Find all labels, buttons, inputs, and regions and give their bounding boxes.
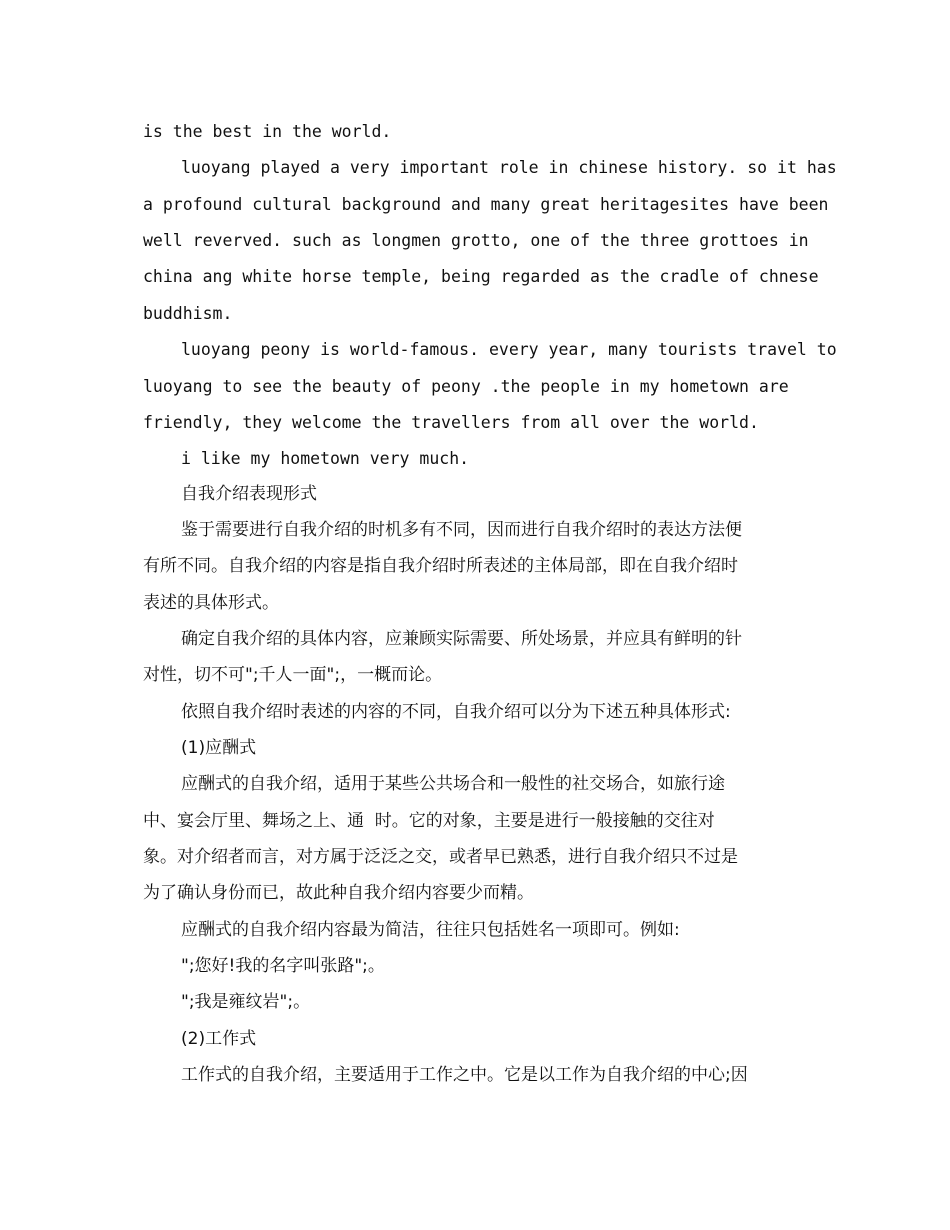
text-line: is the best in the world.	[143, 122, 392, 141]
subsection-heading: (1)应酬式	[181, 738, 257, 758]
text-line: ";您好!我的名字叫张路";。	[181, 956, 385, 976]
text-line: ";我是雍纹岩";。	[181, 992, 311, 1012]
text-line: 中、宴会厅里、舞场之上、通 时。它的对象，主要是进行一般接触的交往对	[143, 811, 715, 831]
text-line: a profound cultural background and many great heritagesites have been	[143, 195, 829, 214]
text-line: luoyang to see the beauty of peony .the people in my hometown are	[143, 377, 789, 396]
text-line: 对性，切不可";千人一面";，一概而论。	[143, 665, 443, 685]
text-line: 有所不同。自我介绍的内容是指自我介绍时所表述的主体局部，即在自我介绍时	[143, 556, 738, 576]
text-line: friendly, they welcome the travellers from all over the world.	[143, 413, 759, 432]
text-line: 为了确认身份而已，故此种自我介绍内容要少而精。	[143, 883, 534, 903]
text-line: 表述的具体形式。	[143, 593, 279, 613]
text-line: luoyang peony is world-famous. every year, many tourists travel to	[181, 340, 837, 359]
text-line: luoyang played a very important role in chinese history. so it has	[181, 158, 837, 177]
text-line: 应酬式的自我介绍内容最为简洁，往往只包括姓名一项即可。例如:	[181, 920, 680, 940]
text-line: 应酬式的自我介绍，适用于某些公共场合和一般性的社交场合，如旅行途	[181, 774, 725, 794]
text-line: 鉴于需要进行自我介绍的时机多有不同，因而进行自我介绍时的表达方法便	[181, 520, 742, 540]
text-line: buddhism.	[143, 304, 233, 323]
text-line: 象。对介绍者而言，对方属于泛泛之交，或者早已熟悉，进行自我介绍只不过是	[143, 847, 738, 867]
section-heading: 自我介绍表现形式	[181, 484, 317, 504]
text-line: china ang white horse temple, being regarded as the cradle of chnese	[143, 267, 819, 286]
text-line: 工作式的自我介绍，主要适用于工作之中。它是以工作为自我介绍的中心;因	[181, 1065, 748, 1085]
text-line: i like my hometown very much.	[181, 449, 470, 468]
text-line: 依照自我介绍时表述的内容的不同，自我介绍可以分为下述五种具体形式:	[181, 702, 731, 722]
text-line: 确定自我介绍的具体内容，应兼顾实际需要、所处场景，并应具有鲜明的针	[181, 629, 742, 649]
text-line: well reverved. such as longmen grotto, one of the three grottoes in	[143, 231, 809, 250]
subsection-heading: (2)工作式	[181, 1029, 257, 1049]
